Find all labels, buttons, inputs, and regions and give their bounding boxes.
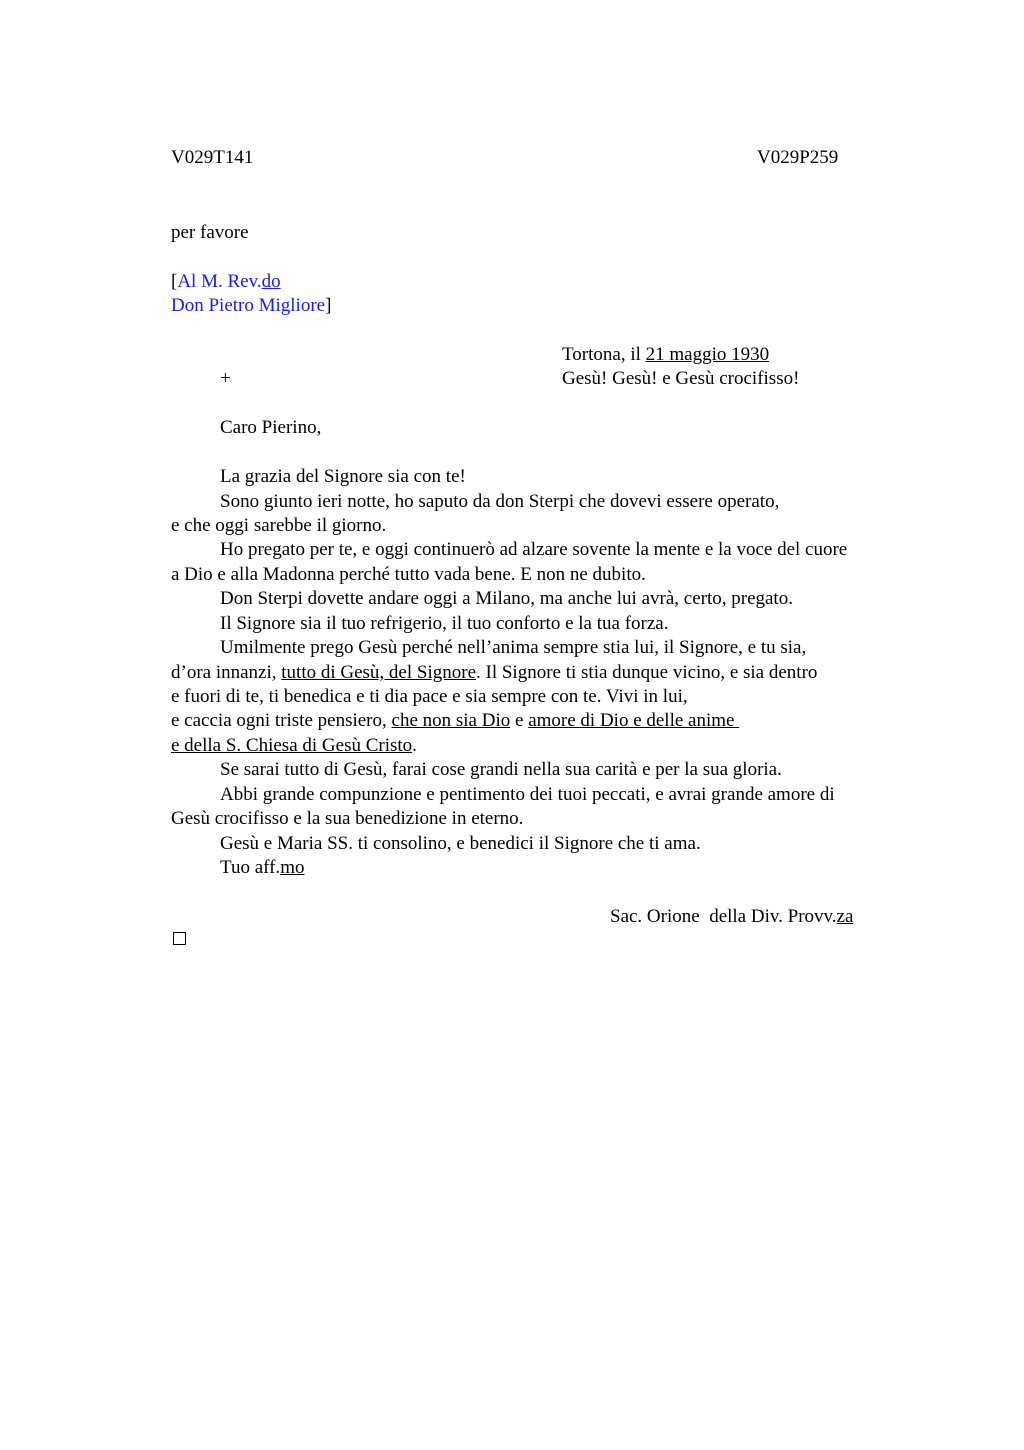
place: Tortona, il — [562, 344, 646, 365]
text-run: . — [412, 735, 417, 756]
body-line — [171, 734, 417, 758]
body-line: e che oggi sarebbe il giorno. — [171, 515, 387, 536]
signature-text: Sac. Orione della Div. Provv. — [610, 906, 837, 927]
closing-abbrev: mo — [280, 857, 305, 878]
salutation: Caro Pierino, — [220, 417, 322, 438]
date: 21 maggio 1930 — [645, 344, 770, 365]
underlined-phrase: che non sia Dio — [391, 710, 511, 731]
note-per-favore: per favore — [171, 222, 249, 243]
body-line: a Dio e alla Madonna perché tutto vada bene. E non ne dubito. — [171, 564, 646, 585]
text-run: . Il Signore ti stia dunque vicino, e sia dentro — [476, 662, 818, 683]
invocation: Gesù! Gesù! e Gesù crocifisso! — [562, 368, 800, 389]
address-recipient: Don Pietro Migliore — [171, 295, 326, 316]
address-line-2 — [171, 294, 331, 318]
underlined-phrase: tutto di Gesù, del Signore — [281, 662, 476, 683]
address-title: Al M. Rev. — [177, 271, 262, 292]
underlined-phrase: amore di Dio e delle anime — [528, 710, 740, 731]
body-line: Gesù e Maria SS. ti consolino, e benedici il Signore che ti ama. — [220, 833, 701, 854]
place-date — [562, 343, 769, 367]
body-line — [171, 709, 739, 733]
checkbox-square-icon — [173, 932, 186, 945]
body-line: Abbi grande compunzione e pentimento dei tuoi peccati, e avrai grande amore di — [220, 784, 835, 805]
document-code-left: V029T141 — [171, 147, 254, 168]
address-close-bracket: ] — [325, 295, 332, 316]
text-run: e — [510, 710, 529, 731]
document-code-right: V029P259 — [757, 147, 839, 168]
address-line-1 — [171, 270, 281, 294]
text-run: e caccia ogni triste pensiero, — [171, 710, 392, 731]
body-line: e fuori di te, ti benedica e ti dia pace e sia sempre con te. Vivi in lui, — [171, 686, 688, 707]
address-title-abbrev: do — [261, 271, 281, 292]
signature — [610, 905, 853, 929]
cross-mark: + — [220, 368, 231, 389]
text-run: d’ora innanzi, — [171, 662, 282, 683]
signature-abbrev: za — [836, 906, 854, 927]
body-line: Se sarai tutto di Gesù, farai cose grandi nella sua carità e per la sua gloria. — [220, 759, 782, 780]
body-line: Il Signore sia il tuo refrigerio, il tuo conforto e la tua forza. — [220, 613, 669, 634]
body-line: Don Sterpi dovette andare oggi a Milano, ma anche lui avrà, certo, pregato. — [220, 588, 793, 609]
body-line — [171, 661, 817, 685]
body-line: Umilmente prego Gesù perché nell’anima sempre stia lui, il Signore, e tu sia, — [220, 637, 807, 658]
body-line: La grazia del Signore sia con te! — [220, 466, 466, 487]
underlined-phrase: e della S. Chiesa di Gesù Cristo — [171, 735, 413, 756]
body-line: Gesù crocifisso e la sua benedizione in eterno. — [171, 808, 524, 829]
closing — [220, 856, 304, 880]
address-open-bracket: [ — [171, 271, 178, 292]
body-line: Sono giunto ieri notte, ho saputo da don Sterpi che dovevi essere operato, — [220, 491, 780, 512]
body-line: Ho pregato per te, e oggi continuerò ad alzare sovente la mente e la voce del cuore — [220, 539, 848, 560]
closing-text: Tuo aff. — [220, 857, 281, 878]
